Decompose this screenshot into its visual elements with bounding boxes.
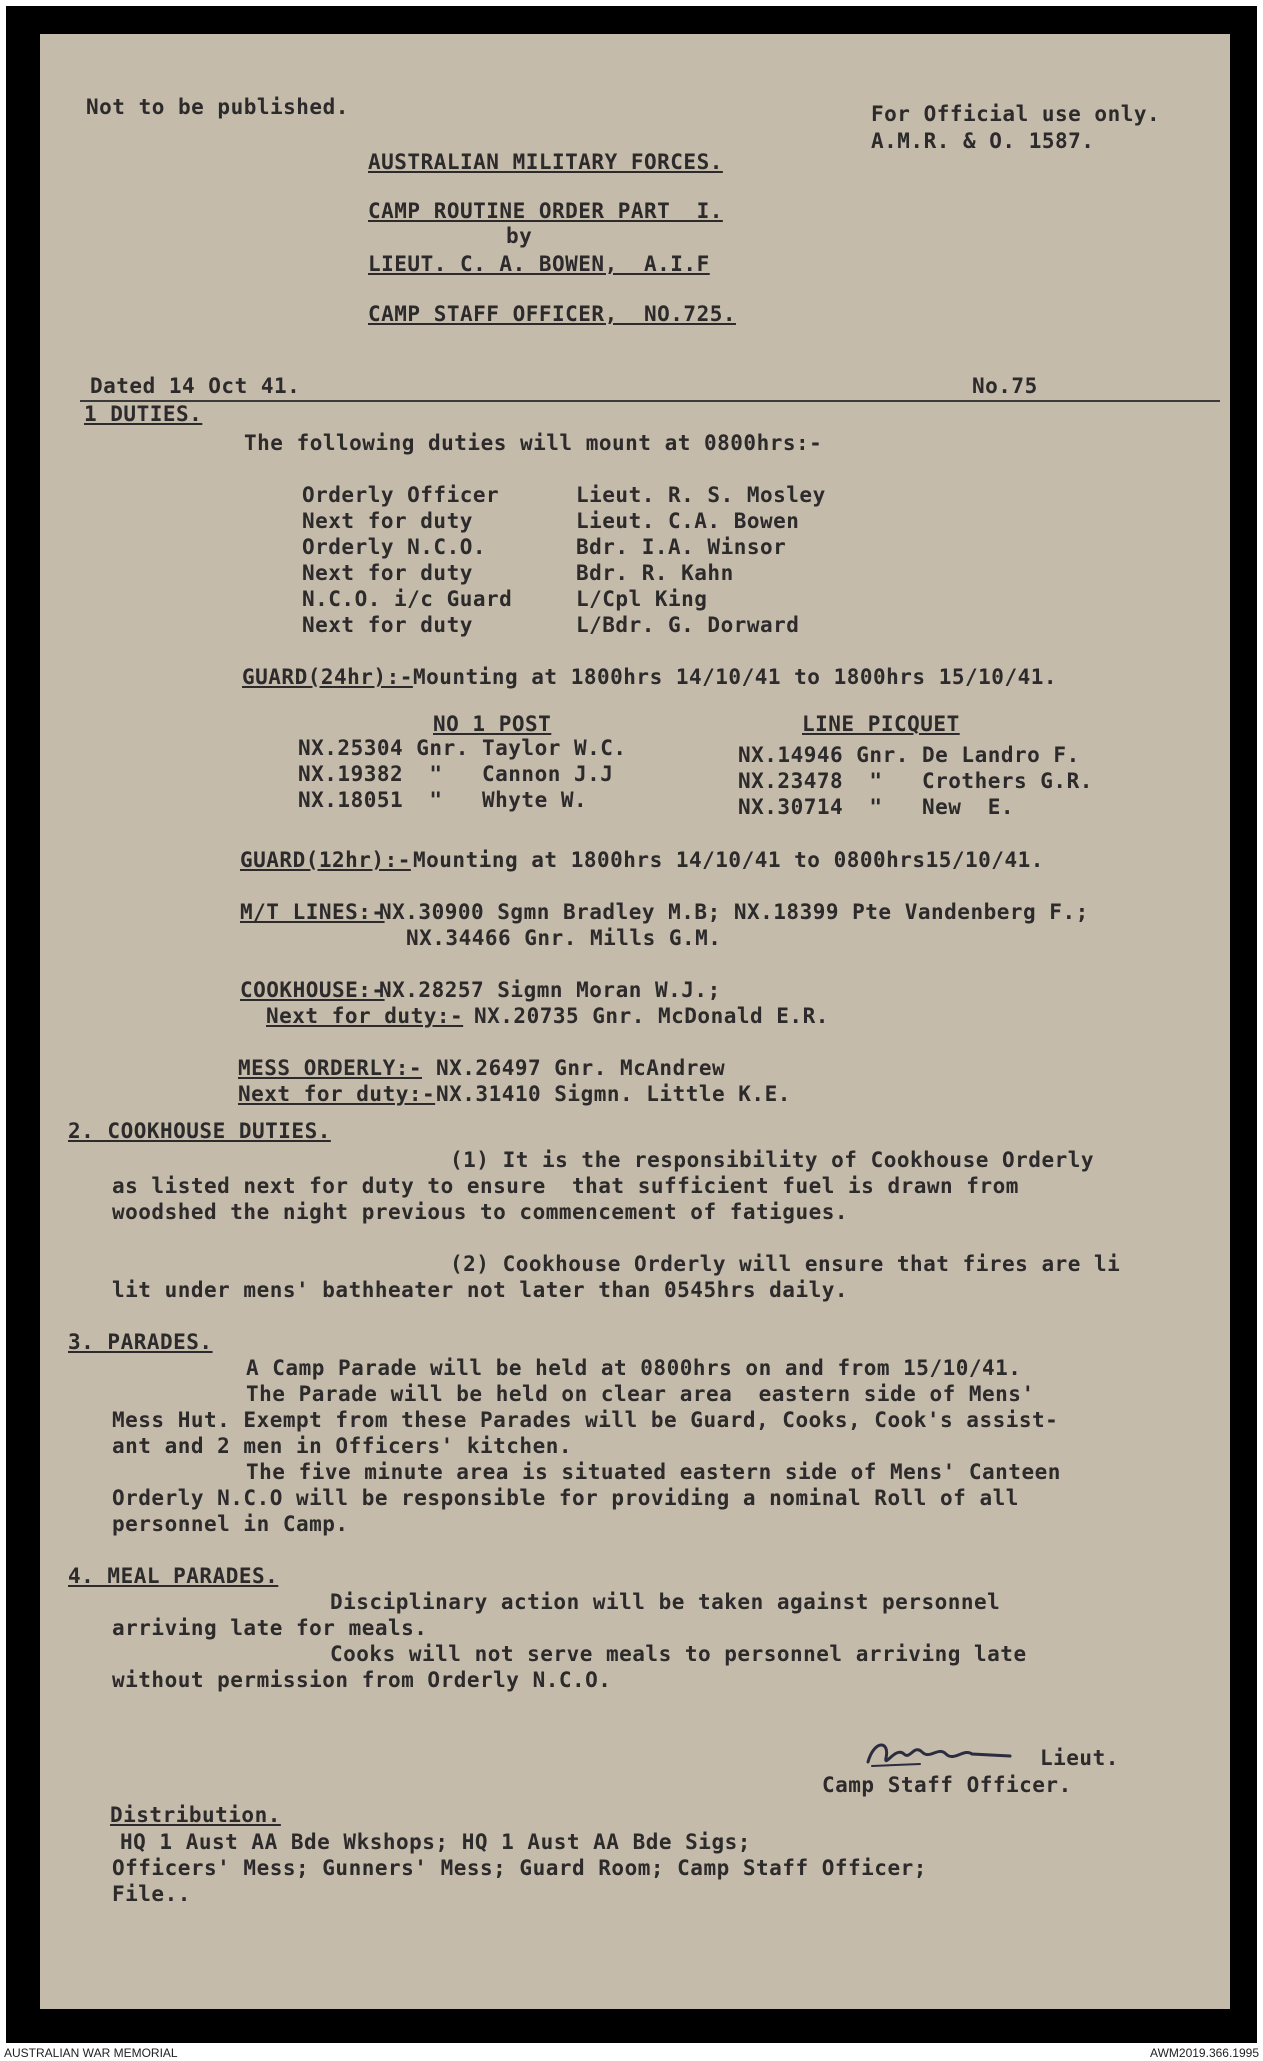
post-row: NX.18051 " Whyte W.: [298, 788, 588, 812]
mt-lines-text: NX.30900 Sgmn Bradley M.B; NX.18399 Pte Vandenberg F.;: [379, 900, 1089, 924]
duty-role: Next for duty: [302, 509, 473, 533]
guard12-label: GUARD(12hr):-: [240, 848, 411, 872]
footer-archive-name: AUSTRALIAN WAR MEMORIAL: [4, 2046, 178, 2060]
signature-rank: Lieut.: [1040, 1746, 1119, 1770]
title-author: LIEUT. C. A. BOWEN, A.I.F: [368, 252, 710, 276]
section-cookhouse-heading: 2. COOKHOUSE DUTIES.: [68, 1119, 331, 1143]
cookhouse-para2-line2: lit under mens' bathheater not later than 0545hrs daily.: [112, 1278, 849, 1302]
title-forces: AUSTRALIAN MILITARY FORCES.: [368, 150, 723, 174]
title-officer: CAMP STAFF OFFICER, NO.725.: [368, 302, 737, 326]
parades-line: The five minute area is situated eastern side of Mens' Canteen: [246, 1460, 1061, 1484]
cookhouse-para1-line3: woodshed the night previous to commencement of fatigues.: [112, 1200, 849, 1224]
duty-role: Next for duty: [302, 613, 473, 637]
cookhouse-label: COOKHOUSE:-: [240, 978, 385, 1002]
duty-name: L/Cpl King: [576, 587, 708, 611]
duty-name: Bdr. R. Kahn: [576, 561, 734, 585]
parades-line: The Parade will be held on clear area eastern side of Mens': [246, 1382, 1035, 1406]
duty-role: Next for duty: [302, 561, 473, 585]
title-order: CAMP ROUTINE ORDER PART I.: [368, 199, 723, 223]
duty-name: Lieut. R. S. Mosley: [576, 483, 826, 507]
distribution-line: File..: [112, 1882, 191, 1906]
mt-lines-label: M/T LINES:-: [240, 900, 385, 924]
meal-parades-line: Cooks will not serve meals to personnel arriving late: [330, 1642, 1027, 1666]
mess-next-text: NX.31410 Sigmn. Little K.E.: [436, 1082, 791, 1106]
cookhouse-next-text: NX.20735 Gnr. McDonald E.R.: [474, 1004, 829, 1028]
meal-parades-line: without permission from Orderly N.C.O.: [112, 1668, 612, 1692]
picquet-row: NX.23478 " Crothers G.R.: [738, 769, 1093, 793]
signature-title: Camp Staff Officer.: [822, 1773, 1072, 1797]
duties-intro: The following duties will mount at 0800hrs:-: [244, 431, 823, 455]
order-number: No.75: [972, 374, 1038, 398]
document-page: [40, 34, 1230, 2009]
guard24-label: GUARD(24hr):-: [242, 665, 413, 689]
meal-parades-line: arriving late for meals.: [112, 1616, 428, 1640]
guard12-text: Mounting at 1800hrs 14/10/41 to 0800hrs15/10/41.: [413, 848, 1044, 872]
header-rule: [80, 400, 1220, 402]
cookhouse-next-label: Next for duty:-: [266, 1004, 464, 1028]
cookhouse-para2-line1: (2) Cookhouse Orderly will ensure that fires are li: [450, 1252, 1121, 1276]
distribution-heading: Distribution.: [110, 1803, 281, 1827]
section-parades-heading: 3. PARADES.: [68, 1330, 213, 1354]
parades-line: Mess Hut. Exempt from these Parades will be Guard, Cooks, Cook's assist-: [112, 1408, 1059, 1432]
duty-role: N.C.O. i/c Guard: [302, 587, 513, 611]
picquet-row: NX.30714 " New E.: [738, 795, 1015, 819]
title-by: by: [506, 224, 533, 248]
footer-accession-number: AWM2019.366.1995: [1150, 2046, 1259, 2060]
distribution-line: Officers' Mess; Gunners' Mess; Guard Room; Camp Staff Officer;: [112, 1856, 927, 1880]
section-duties-heading: 1 DUTIES.: [84, 402, 203, 426]
cookhouse-text: NX.28257 Sigmn Moran W.J.;: [379, 978, 721, 1002]
picquet-heading: LINE PICQUET: [802, 712, 960, 736]
meal-parades-line: Disciplinary action will be taken against personnel: [330, 1590, 1001, 1614]
duty-role: Orderly N.C.O.: [302, 535, 487, 559]
official-use-note: For Official use only.: [871, 102, 1161, 126]
post-heading: NO 1 POST: [433, 712, 552, 736]
duty-name: Bdr. I.A. Winsor: [576, 535, 787, 559]
duty-name: Lieut. C.A. Bowen: [576, 509, 800, 533]
distribution-line: HQ 1 Aust AA Bde Wkshops; HQ 1 Aust AA Bde Sigs;: [120, 1830, 751, 1854]
parades-line: ant and 2 men in Officers' kitchen.: [112, 1434, 573, 1458]
mess-orderly-text: NX.26497 Gnr. McAndrew: [436, 1056, 726, 1080]
mess-orderly-label: MESS ORDERLY:-: [238, 1056, 423, 1080]
cookhouse-para1-line2: as listed next for duty to ensure that sufficient fuel is drawn from: [112, 1174, 1019, 1198]
duty-name: L/Bdr. G. Dorward: [576, 613, 800, 637]
parades-line: personnel in Camp.: [112, 1512, 349, 1536]
post-row: NX.25304 Gnr. Taylor W.C.: [298, 736, 627, 760]
parades-line: Orderly N.C.O will be responsible for providing a nominal Roll of all: [112, 1486, 1019, 1510]
duty-role: Orderly Officer: [302, 483, 500, 507]
mess-next-label: Next for duty:-: [238, 1082, 436, 1106]
picquet-row: NX.14946 Gnr. De Landro F.: [738, 743, 1080, 767]
not-published-note: Not to be published.: [86, 95, 349, 119]
guard24-text: Mounting at 1800hrs 14/10/41 to 1800hrs 15/10/41.: [413, 665, 1058, 689]
mt-lines-text-cont: NX.34466 Gnr. Mills G.M.: [406, 926, 722, 950]
amr-reference: A.M.R. & O. 1587.: [871, 129, 1095, 153]
section-meal-parades-heading: 4. MEAL PARADES.: [68, 1564, 279, 1588]
parades-line: A Camp Parade will be held at 0800hrs on and from 15/10/41.: [246, 1356, 1022, 1380]
cookhouse-para1-line1: (1) It is the responsibility of Cookhouse Orderly: [450, 1148, 1095, 1172]
post-row: NX.19382 " Cannon J.J: [298, 762, 614, 786]
dated-line: Dated 14 Oct 41.: [90, 374, 301, 398]
